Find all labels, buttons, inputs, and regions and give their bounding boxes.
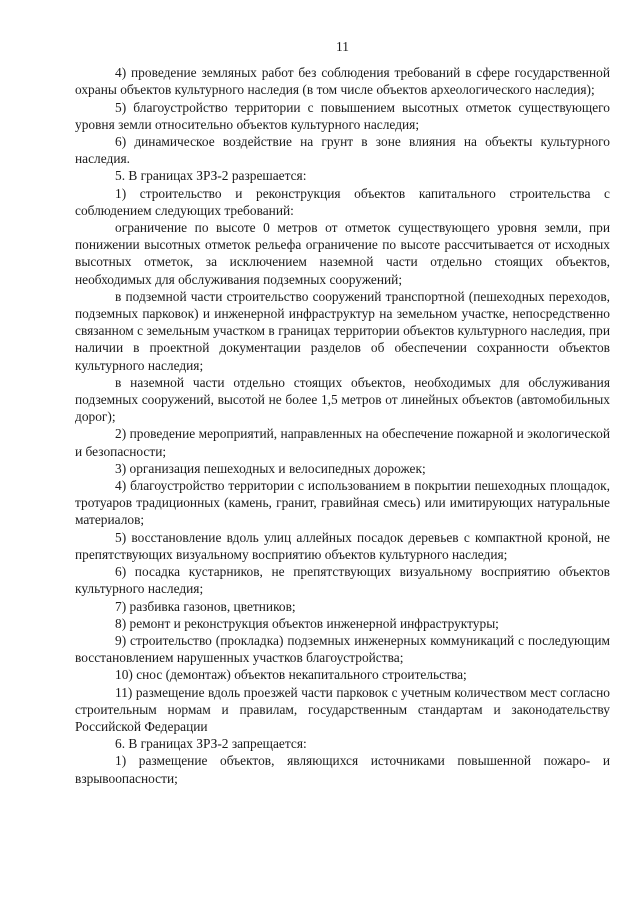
paragraph: 6) посадка кустарников, не препятствующих визуальному восприятию объектов культурного наследия; <box>75 564 610 597</box>
paragraph: 6) динамическое воздействие на грунт в зоне влияния на объекты культурного наследия. <box>75 134 610 167</box>
paragraph: в наземной части отдельно стоящих объектов, необходимых для обслуживания подземных сооружений, высотой не более 1,5 метров от линейных объектов (автомобильных дорог); <box>75 374 610 425</box>
paragraph: 1) размещение объектов, являющихся источниками повышенной пожаро- и взрывоопасности; <box>75 753 610 786</box>
paragraph: 9) строительство (прокладка) подземных инженерных коммуникаций с последующим восстановлением нарушенных участков благоустройства; <box>75 632 610 666</box>
section-heading: 6. В границах ЗРЗ-2 запрещается: <box>115 736 307 752</box>
paragraph: ограничение по высоте 0 метров от отметок существующего уровня земли, при понижении высотных отметок рельефа ограничение по высоте рассчитывается от исходных высотных отметок, за исключением наземной части отдельно стоящих объектов, необходимых для обслуживания подземных сооружений; <box>75 220 610 287</box>
paragraph: 3) организация пешеходных и велосипедных дорожек; <box>115 460 426 476</box>
paragraph: 2) проведение мероприятий, направленных на обеспечение пожарной и экологической и безопасности; <box>75 426 610 459</box>
paragraph: 4) благоустройство территории с использованием в покрытии пешеходных площадок, тротуаров традиционных (камень, гранит, гравийная смесь) или имитирующих натуральные материалов; <box>75 478 610 528</box>
paragraph: 8) ремонт и реконструкция объектов инженерной инфраструктуры; <box>115 615 499 631</box>
paragraph: 10) снос (демонтаж) объектов некапитального строительства; <box>115 667 467 683</box>
section-heading: 5. В границах ЗРЗ-2 разрешается: <box>115 168 307 184</box>
paragraph: 11) размещение вдоль проезжей части парковок с учетным количеством мест согласно строительным нормам и правилам, государственным стандартам и законодательству Российской Федерации <box>75 684 610 734</box>
paragraph: 5) восстановление вдоль улиц аллейных посадок деревьев с компактной кроной, не препятствующих визуальному восприятию объектов культурного наследия; <box>75 529 610 562</box>
document-body <box>75 64 610 787</box>
paragraph: в подземной части строительство сооружений транспортной (пешеходных переходов, подземных парковок) и инженерной инфраструктур на земельном участке, непосредственно связанном с земельным участком в границах территории объектов культурного наследия, при наличии в проектной документации разделов об обеспечении сохранности объектов культурного наследия; <box>75 288 610 373</box>
paragraph: 1) строительство и реконструкция объектов капитального строительства с соблюдением следующих требований: <box>75 185 610 218</box>
page-number: 11 <box>336 39 349 54</box>
paragraph: 5) благоустройство территории с повышением высотных отметок существующего уровня земли относительно объектов культурного наследия; <box>75 99 610 132</box>
paragraph: 7) разбивка газонов, цветников; <box>115 598 296 614</box>
paragraph: 4) проведение земляных работ без соблюдения требований в сфере государственной охраны объектов культурного наследия (в том числе объектов археологического наследия); <box>75 65 610 98</box>
